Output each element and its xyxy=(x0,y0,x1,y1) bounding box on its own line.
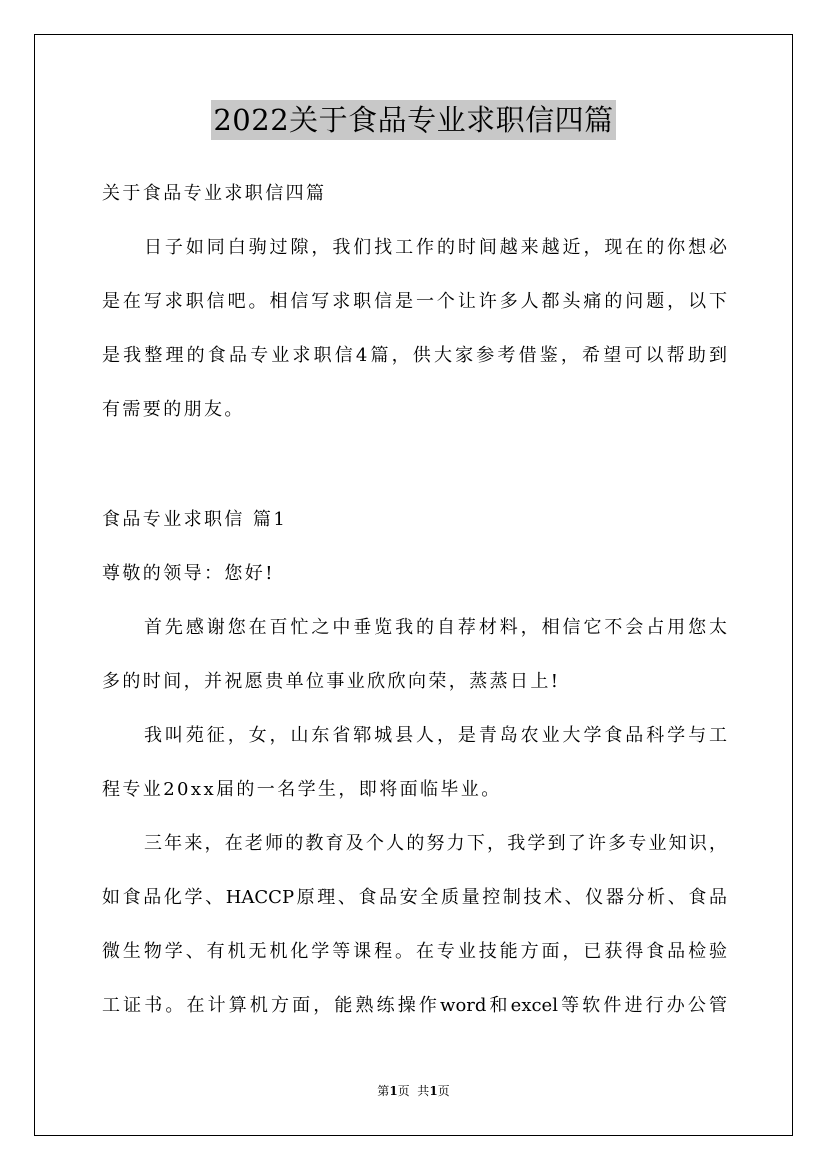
intro-line-2: 是在写求职信吧。相信写求职信是一个让许多人都头痛的问题，以下 xyxy=(102,291,727,312)
document-title: 2022关于食品专业求职信四篇 xyxy=(211,100,615,140)
intro-line-3: 是我整理的食品专业求职信4篇，供大家参考借鉴，希望可以帮助到 xyxy=(102,345,727,366)
body-line-4: 程专业20xx届的一名学生，即将面临毕业。 xyxy=(102,779,502,800)
page-footer xyxy=(0,1083,827,1099)
body-line-2: 多的时间，并祝愿贵单位事业欣欣向荣，蒸蒸日上! xyxy=(102,671,561,692)
salutation: 尊敬的领导：您好! xyxy=(102,563,275,584)
body-line-1: 首先感谢您在百忙之中垂览我的自荐材料，相信它不会占用您太 xyxy=(144,617,727,638)
footer-page-prefix: 第 xyxy=(377,1084,390,1098)
body-line-6: 如食品化学、HACCP原理、食品安全质量控制技术、仪器分析、食品 xyxy=(102,887,727,908)
intro-line-1: 日子如同白驹过隙，我们找工作的时间越来越近，现在的你想必 xyxy=(144,237,727,258)
body-line-8: 工证书。在计算机方面，能熟练操作word和excel等软件进行办公管 xyxy=(102,995,727,1016)
document-subtitle: 关于食品专业求职信四篇 xyxy=(102,183,327,204)
footer-page-suffix: 页 xyxy=(437,1084,450,1098)
section-heading: 食品专业求职信 篇1 xyxy=(102,509,288,530)
title-container xyxy=(0,100,827,140)
body-line-3: 我叫苑征，女，山东省郓城县人，是青岛农业大学食品科学与工 xyxy=(144,725,727,746)
body-line-7: 微生物学、有机无机化学等课程。在专业技能方面，已获得食品检验 xyxy=(102,941,727,962)
intro-line-4: 有需要的朋友。 xyxy=(102,399,245,420)
footer-page-current: 1 xyxy=(389,1084,398,1098)
body-line-5: 三年来，在老师的教育及个人的努力下，我学到了许多专业知识， xyxy=(144,833,727,854)
footer-page-total: 1 xyxy=(429,1084,438,1098)
footer-page-mid: 页 共 xyxy=(397,1084,430,1098)
